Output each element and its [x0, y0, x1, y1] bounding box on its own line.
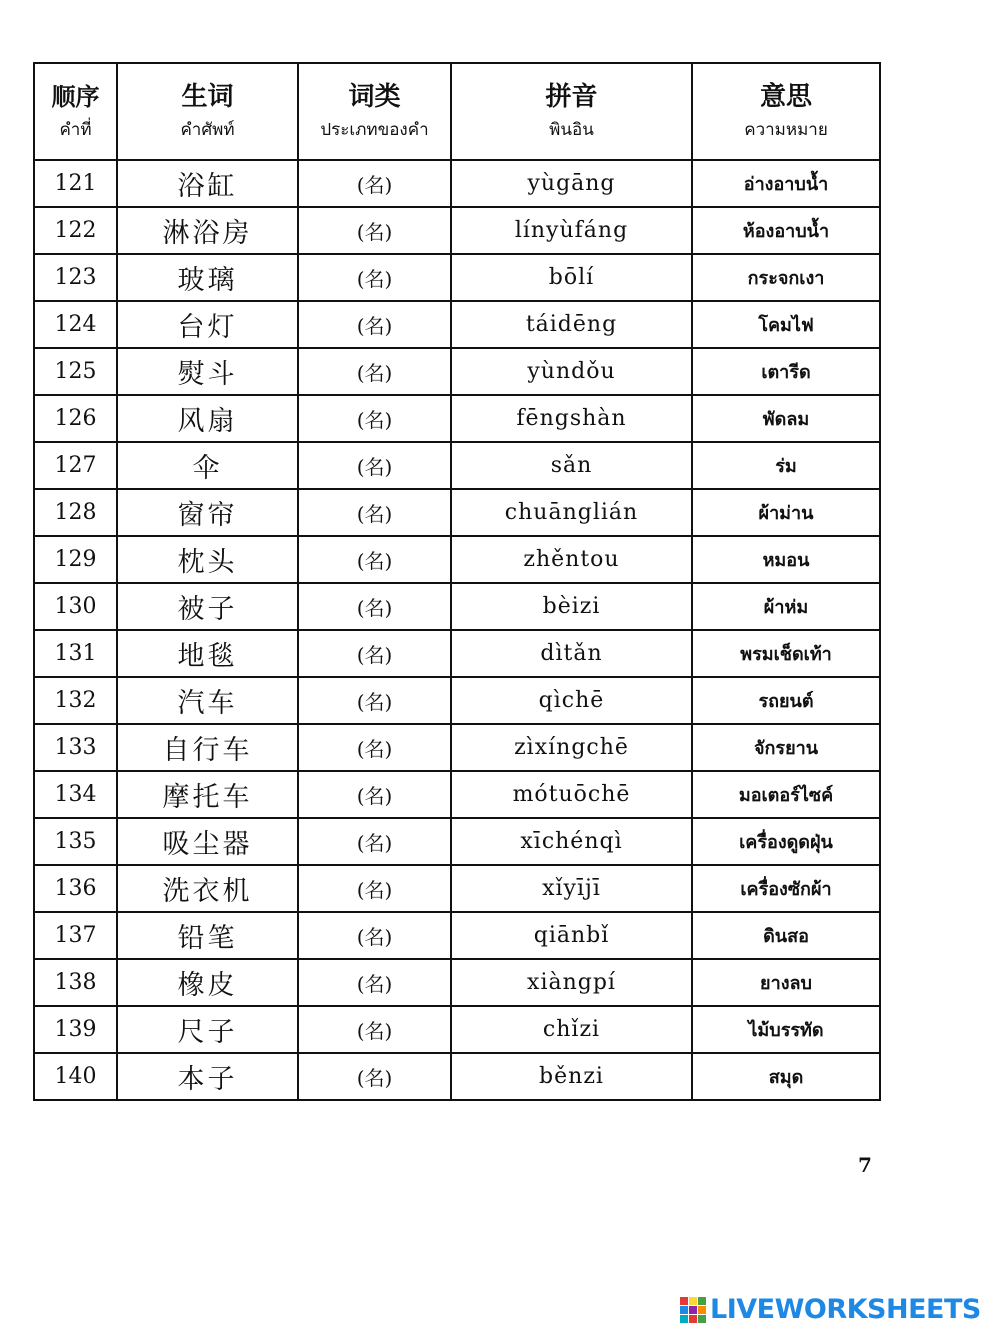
table-row: [34, 865, 880, 912]
row-word-type: (名): [298, 724, 451, 771]
row-word-type: (名): [298, 583, 451, 630]
table-row: [34, 207, 880, 254]
table-row: [34, 536, 880, 583]
header-meaning-th: ความหมาย: [744, 119, 828, 140]
header-word-th: คำศัพท์: [180, 119, 235, 140]
row-word: 铅笔: [117, 912, 298, 959]
row-word: 橡皮: [117, 959, 298, 1006]
row-number: 122: [34, 207, 117, 254]
table-row: [34, 1006, 880, 1053]
row-meaning: จักรยาน: [692, 724, 880, 771]
row-pinyin: bèizi: [451, 583, 692, 630]
table-row: [34, 395, 880, 442]
row-word-type: (名): [298, 1053, 451, 1100]
row-pinyin: bōlí: [451, 254, 692, 301]
row-word-type: (名): [298, 207, 451, 254]
row-word: 摩托车: [117, 771, 298, 818]
table-row: [34, 912, 880, 959]
row-meaning: หมอน: [692, 536, 880, 583]
table-row: [34, 254, 880, 301]
header-meaning: [692, 63, 880, 160]
row-word-type: (名): [298, 254, 451, 301]
header-pinyin-th: พินอิน: [549, 119, 594, 140]
row-number: 127: [34, 442, 117, 489]
row-word: 尺子: [117, 1006, 298, 1053]
header-order-cn: 顺序: [51, 81, 100, 111]
row-meaning: ผ้าม่าน: [692, 489, 880, 536]
row-number: 123: [34, 254, 117, 301]
row-word: 台灯: [117, 301, 298, 348]
row-word-type: (名): [298, 160, 451, 207]
row-number: 140: [34, 1053, 117, 1100]
row-word: 洗衣机: [117, 865, 298, 912]
row-meaning: ไม้บรรทัด: [692, 1006, 880, 1053]
row-word: 汽车: [117, 677, 298, 724]
row-word: 窗帘: [117, 489, 298, 536]
row-pinyin: línyùfáng: [451, 207, 692, 254]
row-pinyin: xǐyījī: [451, 865, 692, 912]
row-number: 124: [34, 301, 117, 348]
header-order-th: คำที่: [59, 119, 92, 140]
row-word: 浴缸: [117, 160, 298, 207]
liveworksheets-logo-icon: [680, 1297, 706, 1323]
table-row: [34, 583, 880, 630]
row-word: 玻璃: [117, 254, 298, 301]
row-number: 132: [34, 677, 117, 724]
row-word: 淋浴房: [117, 207, 298, 254]
row-pinyin: mótuōchē: [451, 771, 692, 818]
row-word-type: (名): [298, 348, 451, 395]
table-row: [34, 160, 880, 207]
row-word-type: (名): [298, 489, 451, 536]
row-number: 138: [34, 959, 117, 1006]
row-meaning: มอเตอร์ไซค์: [692, 771, 880, 818]
row-word: 伞: [117, 442, 298, 489]
row-meaning: เครื่องซักผ้า: [692, 865, 880, 912]
row-number: 125: [34, 348, 117, 395]
row-meaning: สมุด: [692, 1053, 880, 1100]
row-number: 134: [34, 771, 117, 818]
header-pinyin-cn: 拼音: [545, 81, 598, 112]
page-number: 7: [858, 1153, 872, 1177]
row-meaning: พัดลม: [692, 395, 880, 442]
row-meaning: เครื่องดูดฝุ่น: [692, 818, 880, 865]
table-row: [34, 630, 880, 677]
table-row: [34, 771, 880, 818]
row-pinyin: dìtǎn: [451, 630, 692, 677]
row-pinyin: sǎn: [451, 442, 692, 489]
row-word-type: (名): [298, 630, 451, 677]
row-word: 熨斗: [117, 348, 298, 395]
row-pinyin: fēngshàn: [451, 395, 692, 442]
liveworksheets-logo-text: LIVEWORKSHEETS: [710, 1294, 981, 1325]
row-word: 被子: [117, 583, 298, 630]
row-pinyin: qìchē: [451, 677, 692, 724]
row-word-type: (名): [298, 912, 451, 959]
table-row: [34, 677, 880, 724]
row-meaning: รถยนต์: [692, 677, 880, 724]
row-pinyin: zìxíngchē: [451, 724, 692, 771]
row-pinyin: zhěntou: [451, 536, 692, 583]
row-word-type: (名): [298, 959, 451, 1006]
row-number: 126: [34, 395, 117, 442]
row-pinyin: chuānglián: [451, 489, 692, 536]
row-number: 128: [34, 489, 117, 536]
vocabulary-table: [33, 62, 881, 1101]
row-pinyin: chǐzi: [451, 1006, 692, 1053]
row-word: 地毯: [117, 630, 298, 677]
header-word-cn: 生词: [181, 81, 234, 112]
row-word: 吸尘器: [117, 818, 298, 865]
row-word-type: (名): [298, 677, 451, 724]
row-number: 136: [34, 865, 117, 912]
row-number: 121: [34, 160, 117, 207]
row-number: 133: [34, 724, 117, 771]
table-row: [34, 301, 880, 348]
row-word-type: (名): [298, 771, 451, 818]
row-word-type: (名): [298, 395, 451, 442]
table-row: [34, 348, 880, 395]
row-word-type: (名): [298, 536, 451, 583]
header-pinyin: [451, 63, 692, 160]
row-meaning: ห้องอาบน้ำ: [692, 207, 880, 254]
row-meaning: ร่ม: [692, 442, 880, 489]
row-word-type: (名): [298, 865, 451, 912]
row-number: 137: [34, 912, 117, 959]
row-number: 131: [34, 630, 117, 677]
table-header-row: [34, 63, 880, 160]
row-word-type: (名): [298, 1006, 451, 1053]
row-pinyin: qiānbǐ: [451, 912, 692, 959]
row-meaning: ดินสอ: [692, 912, 880, 959]
row-number: 135: [34, 818, 117, 865]
table-row: [34, 818, 880, 865]
row-word: 自行车: [117, 724, 298, 771]
table-row: [34, 1053, 880, 1100]
row-word-type: (名): [298, 818, 451, 865]
row-meaning: พรมเช็ดเท้า: [692, 630, 880, 677]
table-row: [34, 489, 880, 536]
row-number: 139: [34, 1006, 117, 1053]
row-meaning: ผ้าห่ม: [692, 583, 880, 630]
row-word-type: (名): [298, 301, 451, 348]
row-pinyin: xīchénqì: [451, 818, 692, 865]
row-word: 枕头: [117, 536, 298, 583]
row-pinyin: xiàngpí: [451, 959, 692, 1006]
row-meaning: อ่างอาบน้ำ: [692, 160, 880, 207]
row-number: 129: [34, 536, 117, 583]
row-pinyin: yùndǒu: [451, 348, 692, 395]
row-pinyin: yùgāng: [451, 160, 692, 207]
header-type: [298, 63, 451, 160]
table-row: [34, 442, 880, 489]
header-word: [117, 63, 298, 160]
row-meaning: กระจกเงา: [692, 254, 880, 301]
row-word-type: (名): [298, 442, 451, 489]
row-number: 130: [34, 583, 117, 630]
row-word: 风扇: [117, 395, 298, 442]
table-row: [34, 959, 880, 1006]
row-word: 本子: [117, 1053, 298, 1100]
header-meaning-cn: 意思: [759, 81, 812, 112]
row-meaning: โคมไฟ: [692, 301, 880, 348]
row-meaning: เตารีด: [692, 348, 880, 395]
header-type-cn: 词类: [348, 81, 401, 112]
header-type-th: ประเภทของคำ: [320, 119, 429, 140]
row-pinyin: běnzi: [451, 1053, 692, 1100]
liveworksheets-logo: [680, 1294, 981, 1325]
row-meaning: ยางลบ: [692, 959, 880, 1006]
table-row: [34, 724, 880, 771]
row-pinyin: táidēng: [451, 301, 692, 348]
header-order: [34, 63, 117, 160]
